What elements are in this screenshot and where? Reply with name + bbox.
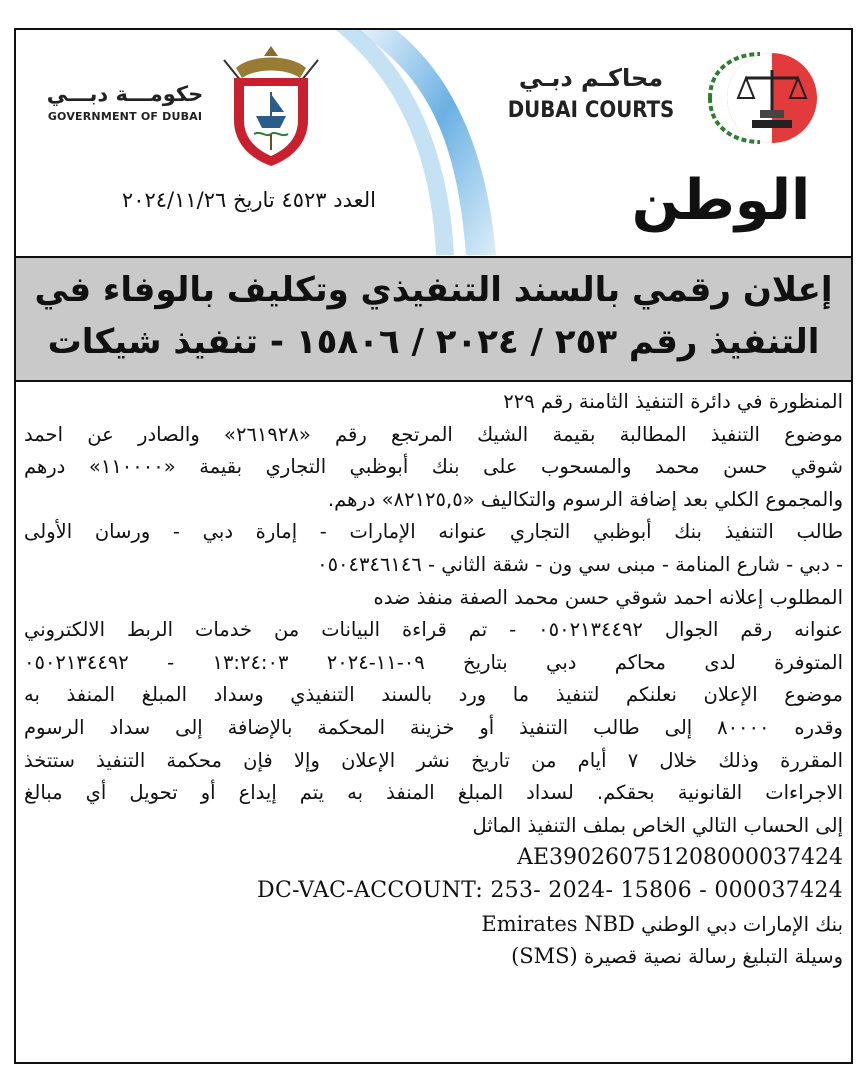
notify-line: [24, 940, 843, 973]
title-line-2: التنفيذ رقم ٢٥٣ / ٢٠٢٤ / ١٥٨٠٦ - تنفيذ شيكات: [47, 322, 820, 362]
account-number: DC-VAC-ACCOUNT: 253- 2024- 15806 - 000037424: [257, 877, 843, 903]
header: [16, 30, 851, 255]
notify-method-en: (SMS): [511, 944, 578, 969]
body-line: المطلوب إعلانه احمد شوقي حسن محمد الصفة منفذ ضده: [373, 585, 843, 609]
body-line: المتوفرة لدى محاكم دبي بتاريخ ٠٩-١١-٢٠٢٤ ١٣:٢٤:٠٣ - ٠٥٠٢١٣٤٤٩٢: [24, 650, 843, 674]
body-line: عنوانه رقم الجوال ٠٥٠٢١٣٤٤٩٢ - تم قراءة البيانات من خدمات الربط الالكتروني: [24, 618, 843, 642]
bank-name-en: Emirates NBD: [481, 911, 635, 936]
body-line: إلى الحساب التالي الخاص بملف التنفيذ الماثل: [472, 813, 843, 837]
bank-line: [24, 908, 843, 941]
government-name-ar: حكومـــة دبـــي: [46, 82, 204, 106]
announcement-body: [24, 386, 843, 973]
newspaper-name: الوطن: [631, 168, 811, 233]
government-name-en: GOVERNMENT OF DUBAI: [47, 110, 203, 123]
dubai-courts-logo: [680, 48, 825, 148]
iban-number: AE390260751208000037424: [517, 845, 843, 871]
body-line: طالب التنفيذ بنك أبوظبي التجاري عنوانه الإمارات - إمارة دبي - ورسان الأولى: [24, 520, 843, 544]
announcement-frame: [14, 28, 853, 1064]
decorative-swoosh: [336, 30, 496, 255]
body-line: الاجراءات القانونية بحقكم. لسداد المبلغ المنفذ به يتم إيداع أو تحويل أي مبالغ: [24, 781, 843, 805]
title-line-1: إعلان رقمي بالسند التنفيذي وتكليف بالوفاء في: [34, 270, 833, 310]
body-line: موضوع الإعلان نعلنكم لتنفيذ ما ورد بالسند التنفيذي وسداد المبلغ المنفذ به: [24, 683, 843, 707]
body-line: - دبي - شارع المنامة - مبنى سي ون - شقة الثاني - ٠٥٠٤٣٤٦١٤٦: [317, 552, 843, 576]
notify-method-ar: وسيلة التبليغ رسالة نصية قصيرة: [583, 945, 843, 969]
body-line: والمجموع الكلي بعد إضافة الرسوم والتكاليف «٨٢١٢٥,٥» درهم.: [327, 487, 843, 511]
courts-name-en: DUBAI COURTS: [507, 98, 675, 123]
bank-name-ar: بنك الإمارات دبي الوطني: [641, 912, 843, 936]
issue-line: العدد ٤٥٢٣ تاريخ ٢٠٢٤/١١/٢٦: [121, 188, 376, 212]
body-line: وقدره ٨٠٠٠٠ إلى طالب التنفيذ أو خزينة المحكمة بالإضافة إلى سداد الرسوم: [24, 715, 843, 739]
dubai-government-emblem: [216, 42, 326, 170]
courts-name-ar: محاكـم دبـي: [518, 64, 664, 92]
body-line: شوقي حسن محمد والمسحوب على بنك أبوظبي التجاري بقيمة «١١٠٠٠٠» درهم: [24, 455, 843, 479]
body-line: موضوع التنفيذ المطالبة بقيمة الشيك المرتجع رقم «٢٦١٩٢٨» والصادر عن احمد: [24, 422, 843, 446]
body-line: المنظورة في دائرة التنفيذ الثامنة رقم ٢٢٩: [503, 390, 843, 413]
announcement-title: [16, 256, 851, 382]
body-line: المقررة وذلك خلال ٧ أيام من تاريخ نشر الإعلان وإلا فإن محكمة التنفيذ ستتخذ: [24, 748, 843, 772]
